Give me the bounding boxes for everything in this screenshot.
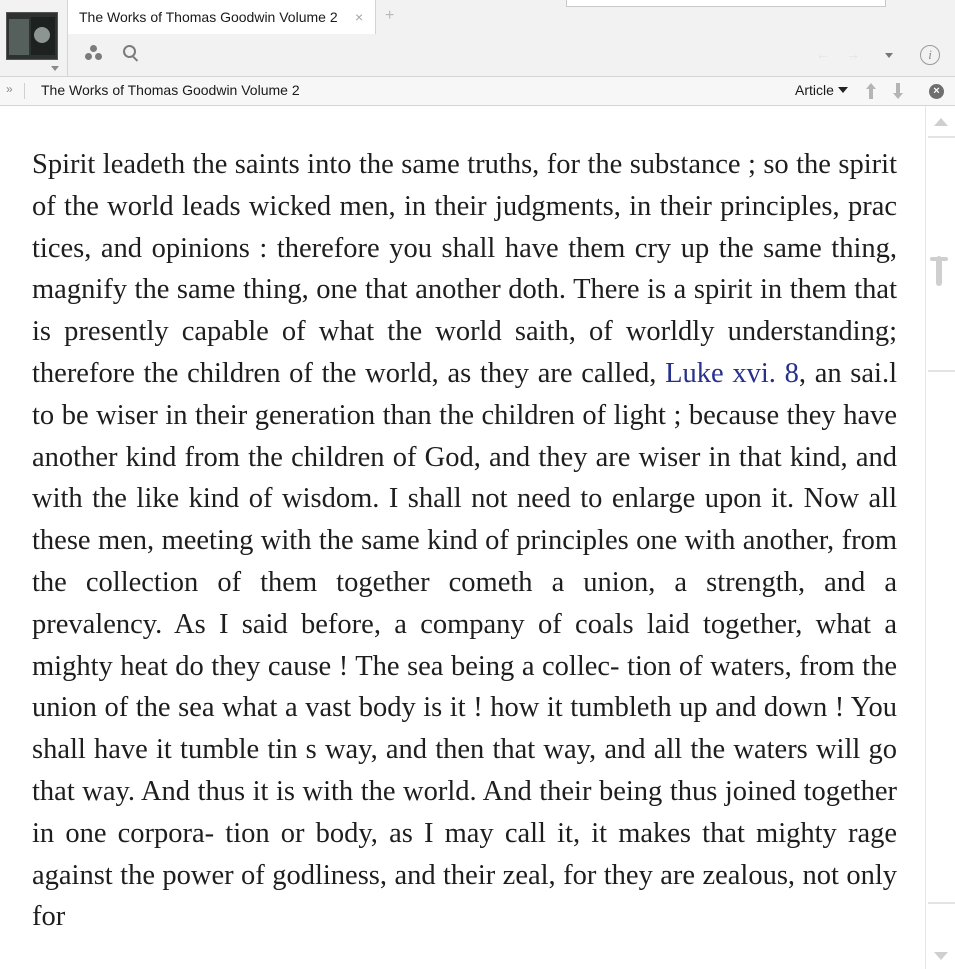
scroll-marker xyxy=(928,902,955,904)
scroll-thumb[interactable] xyxy=(936,256,942,286)
scripture-link[interactable]: Luke xvi. 8 xyxy=(665,357,799,389)
vertical-scrollbar[interactable] xyxy=(925,106,955,969)
search-icon[interactable] xyxy=(123,45,139,61)
close-resource-icon[interactable]: × xyxy=(929,84,944,99)
info-icon[interactable]: i xyxy=(920,45,940,65)
expand-icon[interactable]: » xyxy=(6,82,13,96)
search-box[interactable] xyxy=(566,0,886,7)
body-paragraph xyxy=(32,144,897,938)
divider xyxy=(24,83,25,99)
tab-strip xyxy=(0,0,955,77)
article-dropdown-button[interactable] xyxy=(795,82,848,98)
forward-arrow-icon[interactable]: → xyxy=(846,46,860,62)
caret-down-icon xyxy=(838,87,848,93)
arrow-up-icon[interactable] xyxy=(865,82,877,100)
scroll-marker xyxy=(928,370,955,372)
tab-title: The Works of Thomas Goodwin Volume 2 xyxy=(79,9,338,25)
scroll-down-icon[interactable] xyxy=(934,952,948,960)
resource-toolbar xyxy=(0,77,955,106)
reading-pane[interactable] xyxy=(0,106,925,969)
scroll-marker xyxy=(928,136,955,138)
article-label: Article xyxy=(795,82,834,98)
arrow-down-icon[interactable] xyxy=(892,82,904,100)
add-tab-icon[interactable]: + xyxy=(385,7,395,24)
back-arrow-icon[interactable]: ← xyxy=(816,46,830,62)
resource-cover-thumbnail[interactable] xyxy=(6,12,58,60)
paragraph-text: Spirit leadeth the saints into the same truths, for the substance ; so the spirit of the world leads wicked men, in their judgments, in their principles, prac tices, and opinions : therefore you shall have them cry up the same thing, magnify the same thing, one that another doth. There is a spirit in them that is presently capable of what the world saith, of worldly understanding; therefore the children of the world, as they are called, xyxy=(32,149,897,389)
history-dropdown-icon[interactable] xyxy=(885,53,893,58)
resource-title[interactable]: The Works of Thomas Goodwin Volume 2 xyxy=(41,82,300,98)
close-icon[interactable]: × xyxy=(355,9,364,25)
tab-active[interactable] xyxy=(68,0,376,34)
panel-dots-icon[interactable] xyxy=(84,43,104,63)
paragraph-text-continued: , an sai.l to be wiser in their generation than the children of light ; because they have another kind from the children of God, and they are wiser in that kind, and with the like kind of wisdom. I shall not need to enlarge upon it. Now all these men, meeting with the same kind of principles one with another, from the collection of them together cometh a union, a strength, and a prevalency. As I said before, a company of coals laid together, what a mighty heat do they cause ! The sea being a collec- tion of waters, from the union of the sea what a vast body is it ! how it tumbleth up and down ! You shall have it tumble tin s way, and then that way, and all the waters will go that way. And thus it is with the world. And their being thus joined together in one corpora- tion or body, as I may call it, it makes that mighty rage against the power of godliness, and their zeal, for they are zealous, not only for xyxy=(32,357,898,933)
chevron-down-icon[interactable] xyxy=(51,66,59,71)
scroll-up-icon[interactable] xyxy=(934,118,948,126)
